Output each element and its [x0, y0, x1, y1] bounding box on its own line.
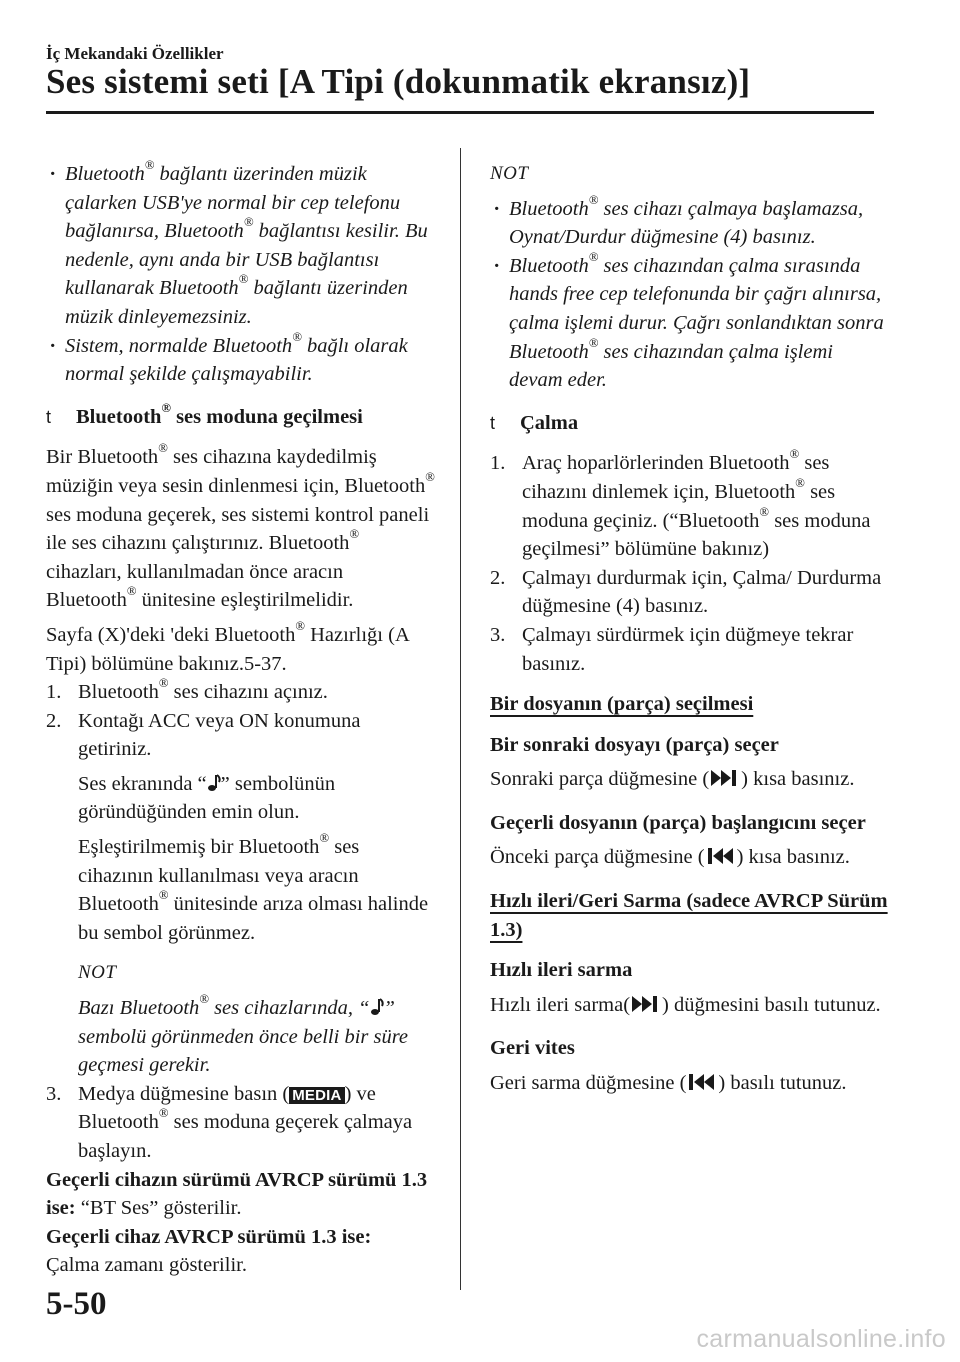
bullet-item: · Bluetooth® ses cihazından çalma sırasında hands free cep telefonunda bir çağrı alınırsa, çalma işlemi durur. Çağrı sonlandıktan sonra Bluetooth® ses cihazından çalma işlemi devam eder. [490, 252, 890, 395]
registered-mark: ® [789, 447, 800, 462]
paragraph: Sayfa (X)'deki 'deki Bluetooth® Hazırlığı (A Tipi) bölümüne bakınız.5-37. [46, 618, 409, 675]
registered-mark: ® [199, 992, 209, 1007]
registered-mark: ® [158, 676, 169, 691]
registered-mark: ® [158, 888, 169, 903]
section-heading: t Bluetooth® ses moduna geçilmesi [46, 403, 438, 432]
subsection-title: Hızlı ileri/Geri Sarma (sadece AVRCP Sürüm 1.3) [490, 890, 888, 941]
registered-mark: ® [126, 584, 137, 599]
registered-mark: ® [759, 504, 770, 519]
paragraph: Önceki parça düğmesine ( ) kısa basınız. [490, 843, 890, 875]
music-note-icon [370, 996, 384, 1014]
list-item: 2. Çalmayı durdurmak için, Çalma/ Durdurma düğmesine (4) basınız. [490, 566, 882, 618]
paragraph-label: Geçerli cihaz AVRCP sürümü 1.3 ise: [46, 1225, 372, 1248]
list-item: 1. Araç hoparlörlerinden Bluetooth® ses cihazını dinlemek için, Bluetooth® ses moduna geçiniz. (“Bluetooth® ses moduna geçilmesi” bölümüne bakınız) [490, 447, 871, 561]
note-label: NOT [490, 163, 529, 184]
section-marker-icon: t [490, 412, 496, 433]
registered-mark: ® [292, 329, 302, 344]
page-number: 5-50 [46, 1286, 107, 1322]
registered-mark: ® [425, 469, 435, 484]
fast-forward-icon [630, 994, 662, 1023]
left-column [46, 160, 438, 1280]
registered-mark: ® [588, 335, 599, 350]
bullet-item: · Bluetooth® bağlantı üzerinden müzik çalarken USB'ye normal bir cep telefonu bağlanırsa, Bluetooth® bağlantısı kesilir. Bu nedenle, aynı anda bir USB bağlantısı kullanarak Bluetooth® bağlantı üzerinden müzik dinleyemezsiniz. [46, 160, 438, 332]
bullet-item: · Bluetooth® ses cihazı çalmaya başlamazsa, Oynat/Durdur düğmesine (4) basınız. [490, 195, 890, 252]
item-title: Geçerli dosyanın (parça) başlangıcını seçer [490, 811, 866, 834]
list-item: 2. Kontağı ACC veya ON konumuna getiriniz. [46, 709, 361, 761]
previous-track-icon [705, 846, 737, 875]
subsection-title: Bir dosyanın (parça) seçilmesi [490, 693, 754, 716]
paragraph: Geçerli cihazın sürümü AVRCP sürümü 1.3 ise: “BT Ses” gösterilir. [46, 1168, 428, 1220]
header-section-label: İç Mekandaki Özellikler [46, 44, 224, 63]
watermark: carmanualsonline.info [696, 1325, 946, 1353]
page-title: Ses sistemi seti [A Tipi (dokunmatik ekransız)] [46, 62, 751, 101]
note-text: Bazı Bluetooth® ses cihazlarında, “ ” sembolü görünmeden önce belli bir süre geçmesi gerekir. [78, 992, 409, 1077]
list-item: 3. Çalmayı sürdürmek için düğmeye tekrar basınız. [490, 623, 854, 675]
registered-mark: ® [158, 441, 168, 456]
media-button-icon: MEDIA [289, 1087, 344, 1104]
registered-mark: ® [238, 272, 249, 287]
item-title: Bir sonraki dosyayı (parça) seçer [490, 733, 779, 756]
paragraph: Sonraki parça düğmesine ( ) kısa basınız. [490, 765, 890, 797]
paragraph: Geri sarma düğmesine ( ) basılı tutunuz. [490, 1069, 890, 1101]
paragraph: Hızlı ileri sarma( ) düğmesini basılı tutunuz. [490, 991, 890, 1023]
list-item: 3. Medya düğmesine basın ( MEDIA ) ve Bluetooth® ses moduna geçerek çalmaya başlayın. [46, 1082, 413, 1162]
registered-mark: ® [295, 618, 305, 633]
registered-mark: ® [588, 249, 599, 264]
header-rule [46, 111, 874, 114]
section-marker-icon: t [46, 406, 52, 427]
registered-mark: ® [158, 1106, 169, 1121]
section-heading: t Çalma [490, 409, 890, 438]
rewind-icon [686, 1072, 718, 1101]
item-title: Hızlı ileri sarma [490, 959, 633, 982]
paragraph: Çalma zamanı gösterilir. [46, 1254, 247, 1277]
column-divider [460, 148, 461, 1290]
registered-mark: ® [243, 215, 254, 230]
registered-mark: ® [144, 158, 155, 172]
registered-mark: ® [161, 400, 171, 415]
bullet-item: · Sistem, normalde Bluetooth® bağlı olarak normal şekilde çalışmayabilir. [46, 332, 438, 389]
paragraph: Bir Bluetooth® ses cihazına kaydedilmiş müziğin veya sesin dinlenmesi için, Bluetooth® ses moduna geçerek, ses sistemi kontrol paneli ile ses cihazını çalıştırınız. Bluetooth® cihazları, kullanılmadan önce aracın Bluetooth® ünitesine eşleştirilmelidir. [46, 441, 435, 612]
list-item-detail: Eşleştirilmemiş bir Bluetooth® ses cihazının kullanılması veya aracın Bluetooth® ünitesinde arıza olması halinde bu sembol görünmez. [78, 831, 429, 944]
list-item: 1. Bluetooth® ses cihazını açınız. [46, 676, 328, 704]
registered-mark: ® [319, 831, 330, 846]
registered-mark: ® [795, 475, 805, 490]
note-label: NOT [78, 962, 117, 984]
music-note-icon [207, 772, 221, 790]
registered-mark: ® [588, 192, 599, 207]
item-title: Geri vites [490, 1037, 575, 1060]
list-item-detail: Ses ekranında “ ” sembolünün göründüğünden emin olun. [78, 772, 336, 824]
registered-mark: ® [349, 527, 360, 542]
next-track-icon [709, 768, 741, 797]
right-column [490, 160, 890, 1101]
